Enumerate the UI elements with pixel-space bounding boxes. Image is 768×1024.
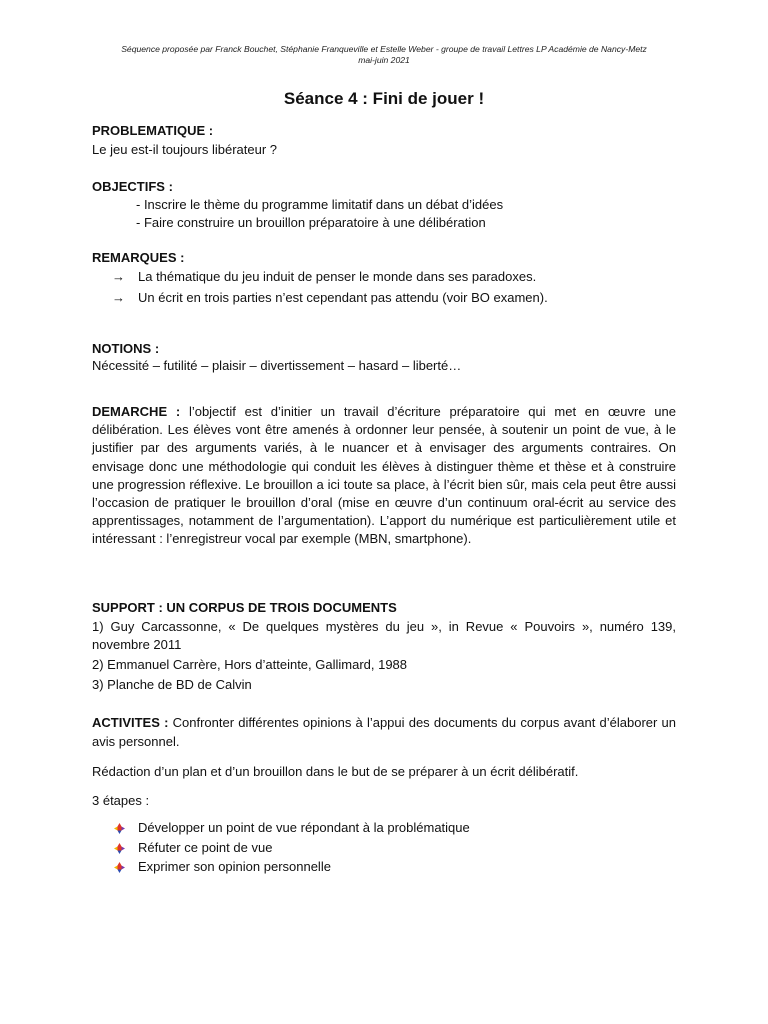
objectifs-heading: OBJECTIFS :: [92, 179, 173, 194]
etape-item: Réfuter ce point de vue: [138, 840, 273, 855]
remarques-heading: REMARQUES :: [92, 250, 185, 265]
header-authors: Séquence proposée par Franck Bouchet, Stéphanie Franqueville et Estelle Weber - groupe de travail Lettres LP Académie de Nancy-Metz: [121, 44, 647, 54]
support-item: 3) Planche de BD de Calvin: [92, 677, 252, 692]
activites-paragraph: [92, 713, 676, 751]
page-title: Séance 4 : Fini de jouer !: [283, 89, 485, 108]
etape-item: Exprimer son opinion personnelle: [138, 859, 331, 874]
problematique-heading: PROBLEMATIQUE :: [92, 123, 214, 138]
demarche-text: l’objectif est d’initier un travail d’écriture préparatoire qui met en œuvre une délibération. Les élèves vont être amenés à ordonner leur pensée, à soutenir un point de vue, à le justifier par des arguments variés, à le nuancer et à envisager des arguments contraires. On envisage donc une méthodologie qui conduit les élèves à distinguer thème et thèse et à construire une progression réflexive. Le brouillon a ici toute sa place, à l’écrit bien sûr, mais cela peut être aussi l’occasion de pratiquer le brouillon d’oral (mise en œuvre d’un continuum oral-écrit au service des apprentissages, notamment de l’argumentation). L’apport du numérique est particulièrement utile et intéressant : l’enregistreur vocal par exemple (MBN, smartphone).: [92, 404, 676, 547]
remarque-item: Un écrit en trois parties n’est cependant pas attendu (voir BO examen).: [138, 290, 548, 305]
redaction-text: Rédaction d’un plan et d’un brouillon dans le but de se préparer à un écrit délibératif.: [92, 764, 579, 779]
activites-heading: ACTIVITES :: [92, 715, 169, 730]
etape-item: Développer un point de vue répondant à la problématique: [138, 820, 470, 835]
four-arrow-bullet-icon: [114, 823, 125, 834]
support-heading: SUPPORT : UN CORPUS DE TROIS DOCUMENTS: [92, 600, 397, 615]
arrow-icon: →: [112, 269, 125, 284]
notions-heading: NOTIONS :: [92, 341, 160, 356]
four-arrow-bullet-icon: [114, 862, 125, 873]
etapes-label: 3 étapes :: [92, 793, 150, 808]
demarche-paragraph: [92, 403, 676, 549]
objectif-item: - Faire construire un brouillon préparatoire à une délibération: [136, 215, 486, 230]
four-arrow-bullet-icon: [114, 843, 125, 854]
arrow-icon: →: [112, 290, 125, 305]
support-item: 1) Guy Carcassonne, « De quelques mystères du jeu », in Revue « Pouvoirs », numéro 139, novembre 2011: [92, 619, 676, 653]
objectif-item: - Inscrire le thème du programme limitatif dans un débat d’idées: [136, 197, 504, 212]
demarche-heading: DEMARCHE :: [92, 404, 181, 419]
support-item: 2) Emmanuel Carrère, Hors d’atteinte, Gallimard, 1988: [92, 657, 408, 672]
problematique-text: Le jeu est-il toujours libérateur ?: [92, 142, 277, 157]
header-date: mai-juin 2021: [358, 55, 410, 65]
remarque-item: La thématique du jeu induit de penser le monde dans ses paradoxes.: [138, 269, 537, 284]
notions-text: Nécessité – futilité – plaisir – divertissement – hasard – liberté…: [92, 358, 462, 373]
activites-text: Confronter différentes opinions à l’appui des documents du corpus avant d’élaborer un avis personnel.: [92, 715, 676, 749]
